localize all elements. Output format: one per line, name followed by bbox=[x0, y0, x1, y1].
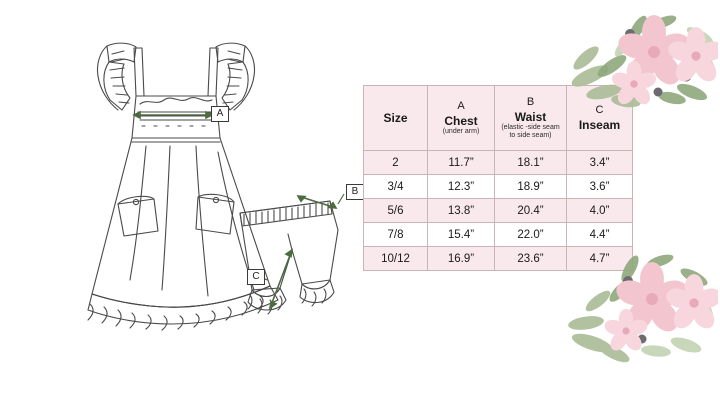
floral-decoration-top-right bbox=[568, 6, 718, 116]
header-waist-note: (elastic -side seam to side seam) bbox=[501, 124, 560, 139]
garment-illustration bbox=[30, 18, 360, 358]
cell-size: 7/8 bbox=[364, 223, 428, 247]
cell-inseam: 4.7” bbox=[567, 247, 633, 271]
cell-inseam: 3.6” bbox=[567, 175, 633, 199]
header-waist-letter: B bbox=[526, 96, 535, 108]
cell-waist: 18.9” bbox=[495, 175, 567, 199]
cell-chest: 13.8” bbox=[428, 199, 495, 223]
callout-label-a: A bbox=[211, 106, 229, 122]
header-chest-letter: A bbox=[457, 100, 465, 112]
cell-waist: 18.1” bbox=[495, 151, 567, 175]
floral-decoration-bottom-right bbox=[568, 247, 718, 367]
cell-size: 5/6 bbox=[364, 199, 428, 223]
cell-waist: 22.0” bbox=[495, 223, 567, 247]
header-chest-name: Chest bbox=[444, 114, 478, 128]
cell-inseam: 4.4” bbox=[567, 223, 633, 247]
cell-size: 10/12 bbox=[364, 247, 428, 271]
cell-chest: 16.9” bbox=[428, 247, 495, 271]
cell-chest: 12.3” bbox=[428, 175, 495, 199]
header-chest-note: (under arm) bbox=[442, 128, 480, 135]
cell-inseam: 3.4” bbox=[567, 151, 633, 175]
cell-size: 2 bbox=[364, 151, 428, 175]
callout-label-b: B bbox=[346, 184, 364, 200]
table-row bbox=[364, 151, 633, 175]
cell-chest: 11.7” bbox=[428, 151, 495, 175]
header-size bbox=[364, 86, 428, 151]
header-inseam-letter: C bbox=[595, 104, 604, 116]
header-inseam-name: Inseam bbox=[578, 118, 621, 132]
table-row bbox=[364, 175, 633, 199]
callout-label-c: C bbox=[247, 269, 265, 285]
cell-waist: 23.6” bbox=[495, 247, 567, 271]
header-waist-name: Waist bbox=[514, 110, 547, 124]
header-chest bbox=[428, 86, 495, 151]
cell-size: 3/4 bbox=[364, 175, 428, 199]
header-waist bbox=[495, 86, 567, 151]
cell-inseam: 4.0” bbox=[567, 199, 633, 223]
cell-chest: 15.4” bbox=[428, 223, 495, 247]
cell-waist: 20.4” bbox=[495, 199, 567, 223]
table-row bbox=[364, 199, 633, 223]
table-row bbox=[364, 223, 633, 247]
header-size-label: Size bbox=[383, 111, 408, 125]
